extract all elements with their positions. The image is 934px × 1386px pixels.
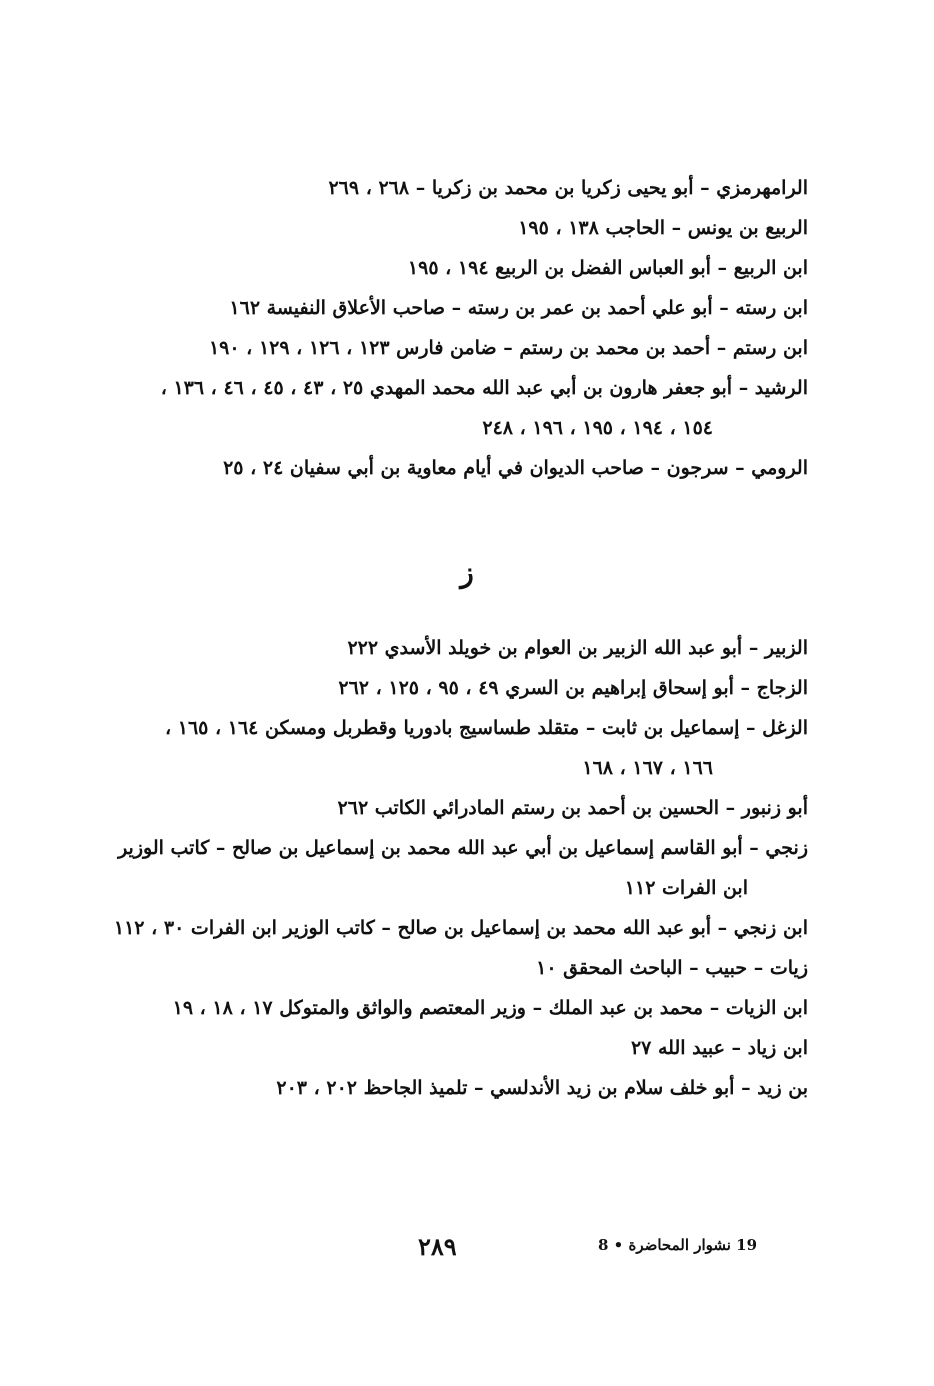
- page-footer: [0, 1232, 934, 1262]
- section-letter-heading: ز: [460, 556, 474, 589]
- index-entry: ابن زياد – عبيد الله ٢٧: [630, 1037, 808, 1059]
- index-entry-continuation: ١٦٦ ، ١٦٧ ، ١٦٨: [582, 757, 713, 779]
- index-entry: ابن رسته – أبو علي أحمد بن عمر بن رسته – صاحب الأعلاق النفيسة ١٦٢: [229, 297, 808, 319]
- index-entry: الرامهرمزي – أبو يحيى زكريا بن محمد بن زكريا – ٢٦٨ ، ٢٦٩: [328, 177, 808, 199]
- index-entry: الرشيد – أبو جعفر هارون بن أبي عبد الله محمد المهدي ٢٥ ، ٤٣ ، ٤٥ ، ٤٦ ، ١٣٦ ، ١٥٤ ، ١٩٤ ، ١٩٥ ، ١٩٦ ، ٢٤٨: [118, 368, 808, 448]
- index-entry: زنجي – أبو القاسم إسماعيل بن أبي عبد الله محمد بن إسماعيل بن صالح – كاتب الوزير ابن الفرات ١١٢: [118, 828, 808, 908]
- index-entry: ابن زنجي – أبو عبد الله محمد بن إسماعيل بن صالح – كاتب الوزير ابن الفرات ٣٠ ، ١١٢: [113, 917, 808, 939]
- index-entry: ابن رستم – أحمد بن محمد بن رستم – ضامن فارس ١٢٣ ، ١٢٦ ، ١٢٩ ، ١٩٠: [208, 337, 808, 359]
- index-entry: الرومي – سرجون – صاحب الديوان في أيام معاوية بن أبي سفيان ٢٤ ، ٢٥: [223, 457, 808, 479]
- index-entry-continuation: ابن الفرات ١١٢: [624, 877, 748, 899]
- index-entry: ابن الزيات – محمد بن عبد الملك – وزير المعتصم والواثق والمتوكل ١٧ ، ١٨ ، ١٩: [172, 997, 808, 1019]
- index-entry: بن زيد – أبو خلف سلام بن زيد الأندلسي – تلميذ الجاحظ ٢٠٢ ، ٢٠٣: [276, 1077, 808, 1099]
- index-entry: ابن الربيع – أبو العباس الفضل بن الربيع ١٩٤ ، ١٩٥: [407, 257, 808, 279]
- index-entry: الزبير – أبو عبد الله الزبير بن العوام بن خويلد الأسدي ٢٢٢: [347, 637, 808, 659]
- index-entry: الربيع بن يونس – الحاجب ١٣٨ ، ١٩٥: [518, 217, 808, 239]
- index-entry: الزغل – إسماعيل بن ثابت – متقلد طساسيج بادوريا وقطربل ومسكن ١٦٤ ، ١٦٥ ، ١٦٦ ، ١٦٧ ، ١٦٨: [118, 708, 808, 788]
- series-signature: 19 نشوار المحاضرة • 8: [598, 1236, 758, 1254]
- index-entry: أبو زنبور – الحسين بن أحمد بن رستم المادرائي الكاتب ٢٦٢: [337, 797, 808, 819]
- index-entry: الزجاج – أبو إسحاق إبراهيم بن السري ٤٩ ، ٩٥ ، ١٢٥ ، ٢٦٢: [338, 677, 808, 699]
- page-number: ٢٨٩: [418, 1232, 457, 1261]
- index-section-z: [113, 628, 808, 1108]
- index-entry: زيات – حبيب – الباحث المحقق ١٠: [536, 957, 808, 979]
- index-entry-continuation: ١٥٤ ، ١٩٤ ، ١٩٥ ، ١٩٦ ، ٢٤٨: [482, 417, 713, 439]
- index-section-r: [118, 168, 808, 488]
